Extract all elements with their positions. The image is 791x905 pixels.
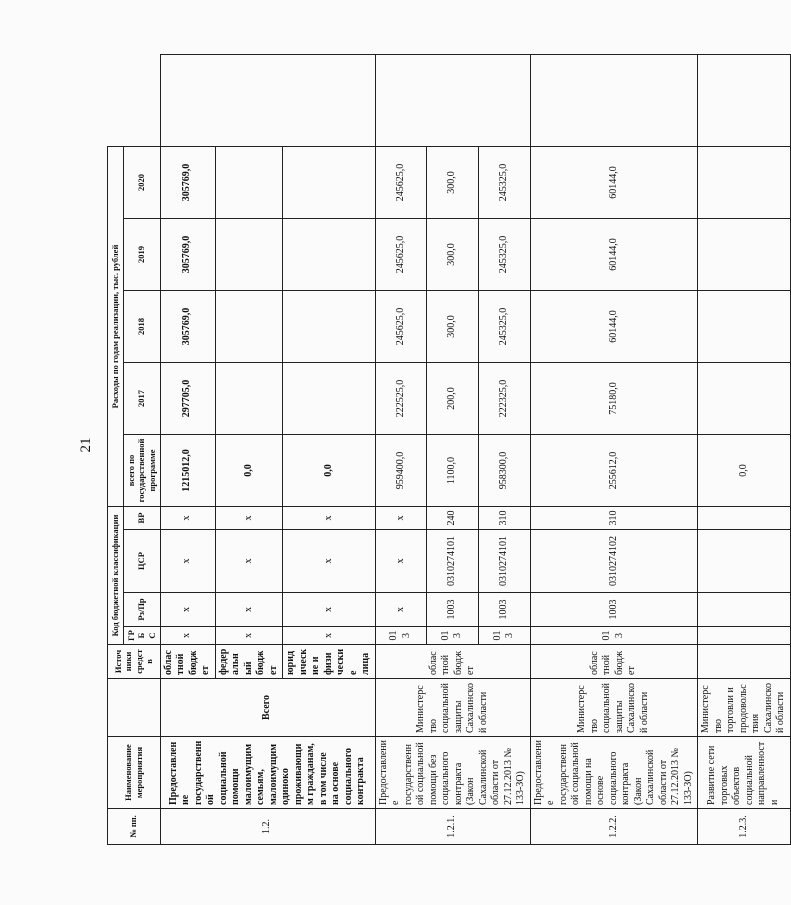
measure-name: Развитие сети торговых объектов социальной направленности [698, 737, 791, 809]
header-rzpr: Рз/Пр [123, 593, 160, 627]
total: 0,0 [698, 435, 791, 507]
csr: x [160, 530, 215, 593]
rzpr [698, 593, 791, 627]
csr: 0310274102 [530, 530, 698, 593]
row-number: 1.2.1. [375, 809, 530, 845]
total: 255612,0 [530, 435, 698, 507]
rzpr: x [283, 593, 376, 627]
y2019: 300,0 [427, 219, 479, 291]
vr: 310 [478, 507, 530, 530]
csr [698, 530, 791, 593]
header-2017: 2017 [123, 363, 160, 435]
y2018: 305769,0 [160, 291, 215, 363]
y2020 [283, 146, 376, 218]
y2019: 245325,0 [478, 219, 530, 291]
y2018: 245625,0 [375, 291, 427, 363]
total: 0,0 [215, 435, 283, 507]
grbs: 013 [427, 627, 479, 645]
y2020 [215, 146, 283, 218]
rzpr: x [160, 593, 215, 627]
y2020: 245325,0 [478, 146, 530, 218]
y2019: 305769,0 [160, 219, 215, 291]
header-kbk: Код бюджетной классификации [108, 507, 124, 645]
source: юридические и физические лица [283, 645, 376, 679]
header-filler [108, 54, 161, 146]
y2018: 60144,0 [530, 291, 698, 363]
y2017: 75180,0 [530, 363, 698, 435]
y2019 [215, 219, 283, 291]
total: 0,0 [283, 435, 376, 507]
y2017: 222525,0 [375, 363, 427, 435]
header-vr: ВР [123, 507, 160, 530]
source: областной бюджет [530, 645, 698, 679]
total: 958300,0 [478, 435, 530, 507]
y2019 [283, 219, 376, 291]
y2020: 60144,0 [530, 146, 698, 218]
side-cell [698, 54, 791, 146]
side-cell [160, 54, 375, 146]
grbs: x [160, 627, 215, 645]
header-source: Источники средств [108, 645, 161, 679]
y2020 [698, 146, 791, 218]
y2020: 305769,0 [160, 146, 215, 218]
y2017: 297705,0 [160, 363, 215, 435]
header-total: всего по государственной программе [123, 435, 160, 507]
executor: Министерство социальной защиты Сахалинской области [530, 679, 698, 737]
measure-name: Предоставление государственной социальной помощи без социального контракта (Закон Сахалинской области от 27.12.2013 № 133-ЗО) [375, 737, 530, 809]
y2019: 60144,0 [530, 219, 698, 291]
rzpr: x [215, 593, 283, 627]
program-expenses-table [107, 54, 791, 845]
grbs: 013 [478, 627, 530, 645]
table-row [698, 54, 791, 844]
page-number: 21 [78, 437, 94, 453]
y2017 [698, 363, 791, 435]
y2017 [215, 363, 283, 435]
table-row [160, 54, 215, 844]
csr: x [375, 530, 427, 593]
row-number: 1.2.2. [530, 809, 698, 845]
source [698, 645, 791, 679]
measure-name: Предоставление государственной социальной помощи малоимущим семьям, малоимущим одиноко проживающим гражданам, в том числе на основе социального контракта [160, 737, 375, 809]
table-header [108, 54, 161, 844]
executor: Всего [160, 679, 375, 737]
y2019 [698, 219, 791, 291]
rzpr: 1003 [427, 593, 479, 627]
y2018 [283, 291, 376, 363]
y2018 [215, 291, 283, 363]
header-2019: 2019 [123, 219, 160, 291]
total: 1100,0 [427, 435, 479, 507]
source: федеральный бюджет [215, 645, 283, 679]
grbs: x [283, 627, 376, 645]
measure-name: Предоставление государственной социальной помощи на основе социального контракта (Закон Сахалинской области от 27.12.2013 № 133-ЗО) [530, 737, 698, 809]
y2018: 245325,0 [478, 291, 530, 363]
y2017: 200,0 [427, 363, 479, 435]
vr: x [215, 507, 283, 530]
rzpr: 1003 [478, 593, 530, 627]
rzpr: x [375, 593, 427, 627]
row-number: 1.2. [160, 809, 375, 845]
grbs: 013 [530, 627, 698, 645]
side-cell [375, 54, 530, 146]
y2018: 300,0 [427, 291, 479, 363]
vr [698, 507, 791, 530]
vr: x [283, 507, 376, 530]
grbs: x [215, 627, 283, 645]
vr: x [375, 507, 427, 530]
vr: 310 [530, 507, 698, 530]
y2017 [283, 363, 376, 435]
table-row [530, 54, 698, 844]
header-expenses: Расходы по годам реализации, тыс. рублей [108, 146, 124, 506]
header-no: № пп. [108, 809, 161, 845]
executor: Министерство торговли и продовольствия Сахалинской области [698, 679, 791, 737]
total: 959400,0 [375, 435, 427, 507]
y2020: 300,0 [427, 146, 479, 218]
grbs: 013 [375, 627, 427, 645]
vr: 240 [427, 507, 479, 530]
csr: x [215, 530, 283, 593]
y2017: 222325,0 [478, 363, 530, 435]
header-executor [108, 679, 161, 737]
vr: x [160, 507, 215, 530]
executor: Министерство социальной защиты Сахалинской области [375, 679, 530, 737]
header-2018: 2018 [123, 291, 160, 363]
grbs [698, 627, 791, 645]
y2019: 245625,0 [375, 219, 427, 291]
csr: x [283, 530, 376, 593]
csr: 0310274101 [478, 530, 530, 593]
y2020: 245625,0 [375, 146, 427, 218]
total: 1215012,0 [160, 435, 215, 507]
header-grbs: ГРБС [123, 627, 160, 645]
rzpr: 1003 [530, 593, 698, 627]
source: областной бюджет [160, 645, 215, 679]
side-cell [530, 54, 698, 146]
source: областной бюджет [375, 645, 530, 679]
csr: 0310274101 [427, 530, 479, 593]
header-2020: 2020 [123, 146, 160, 218]
header-name: Наименование мероприятия [108, 737, 161, 809]
y2018 [698, 291, 791, 363]
row-number: 1.2.3. [698, 809, 791, 845]
table-row [375, 54, 427, 844]
header-csr: ЦСР [123, 530, 160, 593]
